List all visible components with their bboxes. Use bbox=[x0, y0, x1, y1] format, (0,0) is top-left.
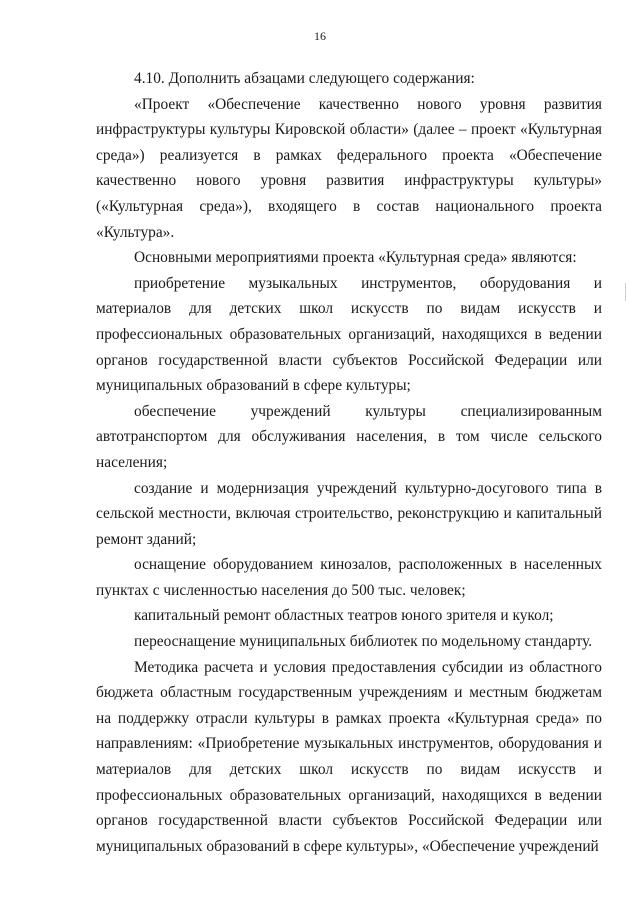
paragraph-section-heading: 4.10. Дополнить абзацами следующего содержания: bbox=[134, 70, 475, 87]
list-item-cinemas: оснащение оборудованием кинозалов, расположенных в населенных пунктах с численностью населения до 500 тыс. человек; bbox=[96, 556, 602, 599]
paragraph-project-description: «Проект «Обеспечение качественно нового уровня развития инфраструктуры культуры Кировской области» (далее – проект «Культурная среда») реализуется в рамках федерального проекта «Обеспечение качественно нового уровня развития инфраструктуры культуры» («Культурная среда»), входящего в состав национального проекта «Культура». bbox=[96, 95, 602, 241]
paragraph-main-activities-intro: Основными мероприятиями проекта «Культурная среда» являются: bbox=[134, 249, 577, 267]
page-number: 16 bbox=[314, 29, 326, 43]
scan-margin-mark bbox=[625, 283, 626, 301]
paragraph-subsidy-methodology: Методика расчета и условия предоставления субсидии из областного бюджета областным государственным учреждениям и местным бюджетам на поддержку отрасли культуры в рамках проекта «Культурная среда» по направлениям: «Приобретение музыкальных инструментов, оборудования и материалов для детских школ искусств по видам искусств и профессиональных образовательных организаций, находящихся в ведении органов государственной власти субъектов Российской Федерации или муниципальных образований в сфере культуры», «Обеспечение учреждений bbox=[96, 658, 602, 855]
list-item-musical-instruments: приобретение музыкальных инструментов, оборудования и материалов для детских школ искусств по видам искусств и профессиональных образовательных организаций, находящихся в ведении органов государственной власти субъектов Российской Федерации или муниципальных образований в сфере культуры; bbox=[96, 274, 602, 395]
list-item-vehicles: обеспечение учреждений культуры специализированным автотранспортом для обслуживания населения, в том числе сельского населения; bbox=[96, 402, 602, 471]
list-item-cultural-centers: создание и модернизация учреждений культурно-досугового типа в сельской местности, включая строительство, реконструкцию и капитальный ремонт зданий; bbox=[96, 479, 602, 548]
list-item-libraries: переоснащение муниципальных библиотек по модельному стандарту. bbox=[134, 633, 593, 651]
document-body bbox=[96, 66, 602, 859]
list-item-theatres: капитальный ремонт областных театров юного зрителя и кукол; bbox=[134, 607, 554, 625]
